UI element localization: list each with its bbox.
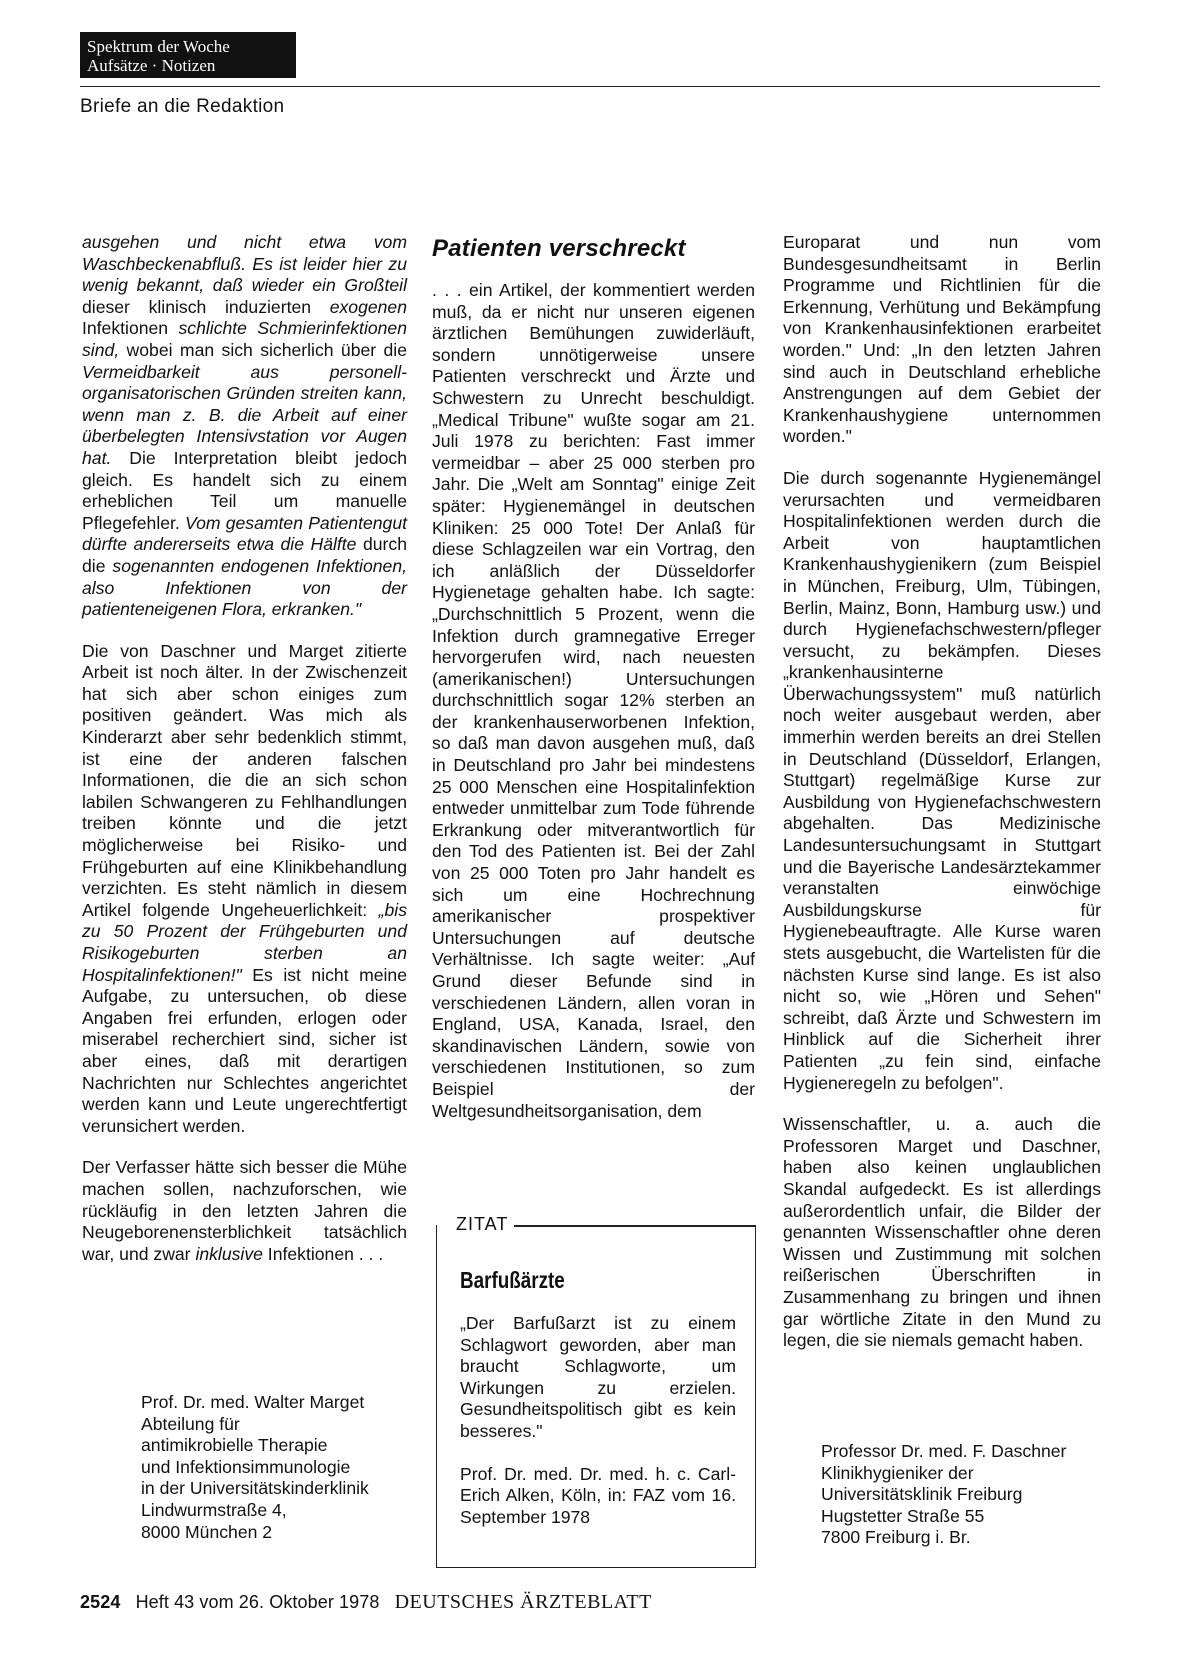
col1-paragraph-3 bbox=[82, 1157, 407, 1265]
italic-text-run: Vom gesamten Patientengut dürfte andererseits etwa die Hälfte bbox=[82, 512, 407, 555]
column-1 bbox=[82, 232, 407, 1265]
article-body: . . . ein Artikel, der kommentiert werden muß, da er nicht nur unseren eigenen ärztlichen Bemühungen zuwiderläuft, sondern unnötigerweise unsere Patienten verschreckt und Ärzte und Schwestern zu Unrecht beschuldigt. „Medical Tribune" wußte sogar am 21. Juli 1978 zu berichten: Fast immer vermeidbar – aber 25 000 sterben pro Jahr. Die „Welt am Sonntag" einige Zeit später: Hygienemängel in deutschen Kliniken: 25 000 Tote! Der Anlaß für diese Schlagzeilen war ein Vortrag, den ich anläßlich der Düsseldorfer Hygienetage gehalten habe. Ich sagte: „Durchschnittlich 5 Prozent, wenn die Infektion durch gramnegative Erreger hervorgerufen wird, nach neuesten (amerikanischen!) Untersuchungen durchschnittlich sogar 12% sterben an der krankenhauserworbenen Infektion, so daß man davon ausgehen muß, daß in Deutschland pro Jahr bei mindestens 25 000 Menschen eine Hospitalinfektion entweder unmittelbar zum Tode führende Erkrankung oder mitverantwortlich für den Tod des Patienten ist. Bei der Zahl von 25 000 Toten pro Jahr handelt es sich um eine Hochrechnung amerikanischer prospektiver Untersuchungen auf deutsche Verhältnisse. Ich sagte weiter: „Auf Grund dieser Befunde sind in verschiedenen Ländern, allen voran in England, USA, Kanada, Israel, den skandinavischen Ländern, sowie von verschiedenen Institutionen, so zum Beispiel der Weltgesundheitsorganisation, dem bbox=[432, 280, 755, 1121]
section-title: Briefe an die Redaktion bbox=[80, 96, 285, 117]
quote-text: „Der Barfußarzt ist zu einem Schlagwort geworden, aber man braucht Schlagworte, um Wirkungen zu erzielen. Gesundheitspolitisch gibt es kein besseres." bbox=[460, 1313, 736, 1441]
quote-box-top-rule bbox=[514, 1225, 756, 1227]
text-run: Infektionen bbox=[82, 318, 179, 339]
quote-title: Barfußärzte bbox=[460, 1267, 565, 1293]
col3-paragraph-1: Europarat und nun vom Bundesgesundheitsamt in Berlin Programme und Richtlinien für die Erkennung, Verhütung und Bekämpfung von Krankenhausinfektionen erarbeitet worden." Und: „In den letzten Jahren sind auch in Deutschland erhebliche Anstrengungen auf dem Gebiet der Krankenhaushygiene unternommen worden." bbox=[783, 232, 1101, 447]
text-run: durch die bbox=[82, 534, 407, 576]
text-run: wobei man sich sicherlich über die bbox=[119, 339, 407, 360]
section-header-box bbox=[80, 32, 296, 78]
text-run: Es ist nicht meine Aufgabe, zu untersuchen, ob diese Angaben frei erfunden, erlogen oder miserabel recherchiert sind, sicher ist aber eines, daß mit derartigen Nachrichten nur Schlechtes angerichtet werden kann und Leute ungerechtfertigt verunsichert werden. bbox=[82, 964, 407, 1136]
signature-line: Abteilung für bbox=[141, 1413, 240, 1434]
italic-text-run: Vermeidbarkeit aus personell-organisatorischen Gründen streiten kann, wenn man z. B. die Arbeit auf einer überbelegten Intensivstation vor Augen hat. bbox=[82, 361, 407, 468]
italic-text-run: sogenannten endogenen Infektionen, also Infektionen von der patienteneigenen Flora, erkranken." bbox=[82, 555, 407, 620]
issue-info: Heft 43 vom 26. Oktober 1978 bbox=[135, 1592, 380, 1612]
text-run: dieser klinisch induzierten bbox=[82, 296, 330, 317]
header-rule bbox=[80, 86, 1100, 87]
italic-text-run: ausgehen und nicht etwa vom Waschbeckenabfluß. Es ist leider hier zu wenig bekannt, daß wieder ein Großteil bbox=[82, 232, 407, 296]
signature-line: in der Universitätskinderklinik bbox=[141, 1478, 369, 1499]
article-title: Patienten verschreckt bbox=[432, 235, 686, 262]
signature-marget bbox=[141, 1392, 369, 1543]
italic-text-run: exogenen bbox=[329, 296, 407, 317]
text-run: Die Interpretation bleibt jedoch gleich. Es handelt sich zu einem erheblichen Teil um manuelle Pflegefehler. bbox=[82, 447, 407, 533]
col3-paragraph-2: Die durch sogenannte Hygienemängel verursachten und vermeidbaren Hospitalinfektionen werden durch die Arbeit von hauptamtlichen Krankenhaushygienikern (zum Beispiel in München, Freiburg, Ulm, Tübingen, Berlin, Mainz, Bonn, Hamburg usw.) und durch Hygienefachschwestern/pfleger versucht, zu bekämpfen. Dieses „krankenhausinterne Überwachungssystem" muß natürlich noch weiter ausgebaut werden, aber immerhin werden bereits an drei Stellen in Deutschland (Düsseldorf, Erlangen, Stuttgart) regelmäßige Kurse zur Ausbildung von Hygienefachschwestern abgehalten. Das Medizinische Landesuntersuchungsamt in Stuttgart und die Bayerische Landesärztekammer veranstalten einwöchige Ausbildungskurse für Hygienebeauftragte. Alle Kurse waren stets ausgebucht, die Wartelisten für die nächsten Kurse sind lange. Es ist also nicht so, wie „Hören und Sehen" schreibt, daß Ärzte und Schwestern im Hinblick auf die Sicherheit ihrer Patienten „zu fein sind, einfache Hygieneregeln zu befolgen". bbox=[783, 467, 1101, 1093]
quote-label: ZITAT bbox=[456, 1214, 509, 1234]
col1-paragraph-1 bbox=[82, 232, 407, 621]
signature-daschner bbox=[821, 1441, 1066, 1549]
signature-line: 8000 München 2 bbox=[141, 1521, 273, 1542]
header-line-2: Aufsätze · Notizen bbox=[87, 56, 216, 75]
quote-source: Prof. Dr. med. Dr. med. h. c. Carl-Erich Alken, Köln, in: FAZ vom 16. September 1978 bbox=[460, 1463, 736, 1527]
magazine-name: DEUTSCHES ÄRZTEBLATT bbox=[394, 1591, 652, 1613]
signature-line: Hugstetter Straße 55 bbox=[821, 1505, 985, 1526]
italic-text-run: schlichte Schmierinfektionen sind, bbox=[82, 318, 407, 360]
column-3 bbox=[783, 232, 1101, 1352]
quote-body bbox=[460, 1313, 736, 1528]
col1-paragraph-2 bbox=[82, 641, 407, 1138]
signature-line: Lindwurmstraße 4, bbox=[141, 1499, 287, 1520]
text-run: Infektionen . . . bbox=[262, 1243, 384, 1264]
column-2 bbox=[432, 280, 755, 1122]
header-line-1: Spektrum der Woche bbox=[87, 37, 230, 56]
signature-line: und Infektionsimmunologie bbox=[141, 1456, 351, 1477]
italic-text-run: inklusive bbox=[195, 1243, 263, 1264]
signature-line: Klinikhygieniker der bbox=[821, 1462, 974, 1483]
text-run: Der Verfasser hätte sich besser die Mühe machen sollen, nachzuforschen, wie rückläufig in den letzten Jahren die Neugeborenensterblichkeit tatsächlich war, und zwar bbox=[82, 1157, 407, 1264]
signature-line: antimikrobielle Therapie bbox=[141, 1435, 328, 1456]
signature-line: Prof. Dr. med. Walter Marget bbox=[141, 1392, 365, 1412]
italic-text-run: „bis zu 50 Prozent der Frühgeburten und Risikogeburten sterben an Hospitalinfektionen!" bbox=[82, 899, 407, 985]
page-number: 2524 bbox=[80, 1592, 121, 1612]
signature-line: 7800 Freiburg i. Br. bbox=[821, 1527, 971, 1548]
signature-line: Universitätsklinik Freiburg bbox=[821, 1484, 1023, 1505]
col3-paragraph-3: Wissenschaftler, u. a. auch die Professoren Marget und Daschner, haben also keinen unglaublichen Skandal aufgedeckt. Es ist allerdings außerordentlich unfair, die Bilder der genannten Wissenschaftler ohne deren Wissen und Zustimmung mit solchen reißerischen Überschriften in Zusammenhang zu bringen und ihnen gar wörtliche Zitate in den Mund zu legen, die sie niemals gemacht haben. bbox=[783, 1114, 1101, 1351]
page-footer bbox=[80, 1591, 652, 1614]
signature-line: Professor Dr. med. F. Daschner bbox=[821, 1441, 1067, 1461]
text-run: Die von Daschner und Marget zitierte Arbeit ist noch älter. In der Zwischenzeit hat sich aber schon einiges zum positiven geändert. Was mich als Kinderarzt aber sehr bedenklich stimmt, ist eine der anderen falschen Informationen, die die an sich schon labilen Schwangeren zu Fehlhandlungen treiben könnte und die jetzt möglicherweise bei Risiko- und Frühgeburten auf eine Klinikbehandlung verzichten. Es steht nämlich in diesem Artikel folgende Ungeheuerlichkeit: bbox=[82, 640, 407, 920]
